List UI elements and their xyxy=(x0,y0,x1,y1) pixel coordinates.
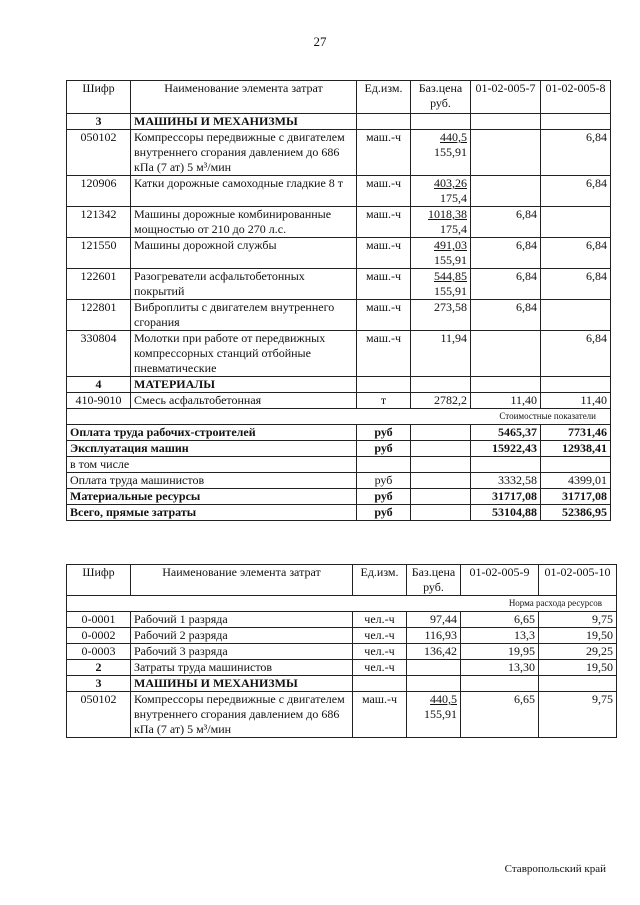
total-value-2: 7731,46 xyxy=(541,425,611,441)
total-label: Оплата труда машинистов xyxy=(67,473,357,489)
total-value-2 xyxy=(541,457,611,473)
section-title: МАТЕРИАЛЫ xyxy=(131,377,357,393)
resource-table-1 xyxy=(66,80,611,521)
row-code: 050102 xyxy=(67,130,131,176)
row-name: Разогреватели асфальтобетонных покрытий xyxy=(131,269,357,300)
row-unit: чел.-ч xyxy=(353,644,407,660)
row-code: 121550 xyxy=(67,238,131,269)
row-value-1: 13,30 xyxy=(461,660,539,676)
drivers-row xyxy=(67,660,617,676)
header-price: Баз.цена руб. xyxy=(411,81,471,114)
row-value-1: 19,95 xyxy=(461,644,539,660)
material-row xyxy=(67,393,611,409)
row-price-secondary: 155,91 xyxy=(434,284,467,298)
row-value-1: 6,84 xyxy=(471,269,541,300)
row-code: 122601 xyxy=(67,269,131,300)
row-name: Рабочий 3 разряда xyxy=(131,644,353,660)
row-code: 0-0003 xyxy=(67,644,131,660)
caption-row xyxy=(67,409,611,425)
total-empty xyxy=(411,457,471,473)
row-value-2: 19,50 xyxy=(539,628,617,644)
total-row xyxy=(67,425,611,441)
row-price: 116,93 xyxy=(407,628,461,644)
worker-row xyxy=(67,644,617,660)
section-title: МАШИНЫ И МЕХАНИЗМЫ xyxy=(131,676,353,692)
row-unit: чел.-ч xyxy=(353,612,407,628)
total-empty xyxy=(411,505,471,521)
row-value-2: 6,84 xyxy=(541,269,611,300)
row-name: Катки дорожные самоходные гладкие 8 т xyxy=(131,176,357,207)
row-value-1: 6,84 xyxy=(471,238,541,269)
total-row xyxy=(67,489,611,505)
row-name: Затраты труда машинистов xyxy=(131,660,353,676)
header-col1: 01-02-005-7 xyxy=(471,81,541,114)
section-title: МАШИНЫ И МЕХАНИЗМЫ xyxy=(131,114,357,130)
row-price-cell xyxy=(411,176,471,207)
header-name: Наименование элемента затрат xyxy=(131,565,353,596)
row-value-2: 6,84 xyxy=(541,130,611,176)
row-code: 0-0002 xyxy=(67,628,131,644)
row-name: Компрессоры передвижные с двигателем внутреннего сгорания давлением до 686 кПа (7 ат) 5 м³/мин xyxy=(131,130,357,176)
total-value-1 xyxy=(471,457,541,473)
header-name: Наименование элемента затрат xyxy=(131,81,357,114)
row-name: Рабочий 2 разряда xyxy=(131,628,353,644)
total-row xyxy=(67,457,611,473)
row-unit: чел.-ч xyxy=(353,660,407,676)
row-price-secondary: 175,4 xyxy=(440,191,467,205)
resource-table-2 xyxy=(66,564,617,738)
row-price: 544,85 xyxy=(434,269,467,283)
row-value-2: 6,84 xyxy=(541,238,611,269)
row-price: 403,26 xyxy=(434,176,467,190)
caption-row xyxy=(67,596,617,612)
row-price: 273,58 xyxy=(434,300,467,314)
row-name: Машины дорожные комбинированные мощностью от 210 до 270 л.с. xyxy=(131,207,357,238)
row-price: 440,5 xyxy=(440,130,467,144)
total-value-2: 4399,01 xyxy=(541,473,611,489)
section-number: 4 xyxy=(67,377,131,393)
row-code: 120906 xyxy=(67,176,131,207)
section-row xyxy=(67,676,617,692)
machine-row xyxy=(67,300,611,331)
row-value-1: 13,3 xyxy=(461,628,539,644)
row-unit: маш.-ч xyxy=(353,692,407,738)
worker-rows xyxy=(67,612,617,660)
row-price-secondary: 155,91 xyxy=(434,145,467,159)
row-value-2: 6,84 xyxy=(541,176,611,207)
header-unit: Ед.изм. xyxy=(357,81,411,114)
total-empty xyxy=(411,425,471,441)
row-price-cell xyxy=(411,130,471,176)
row-value-2: 9,75 xyxy=(539,612,617,628)
total-row xyxy=(67,441,611,457)
row-unit: т xyxy=(357,393,411,409)
table-header xyxy=(67,565,617,596)
norm-caption: Норма расхода ресурсов xyxy=(67,596,617,612)
section-row xyxy=(67,377,611,393)
cost-caption: Стоимостные показатели xyxy=(67,409,611,425)
row-code: 2 xyxy=(67,660,131,676)
row-unit: маш.-ч xyxy=(357,238,411,269)
row-unit: чел.-ч xyxy=(353,628,407,644)
machine-rows xyxy=(67,130,611,377)
row-price-cell xyxy=(411,269,471,300)
total-row xyxy=(67,473,611,489)
row-unit: маш.-ч xyxy=(357,207,411,238)
page-number: 27 xyxy=(313,34,327,49)
total-label: Материальные ресурсы xyxy=(67,489,357,505)
machine-row xyxy=(67,269,611,300)
row-name: Рабочий 1 разряда xyxy=(131,612,353,628)
row-name: Компрессоры передвижные с двигателем внутреннего сгорания давлением до 686 кПа (7 ат) 5 м³/мин xyxy=(131,692,353,738)
row-price-secondary: 155,91 xyxy=(434,253,467,267)
row-unit: маш.-ч xyxy=(357,269,411,300)
total-unit: руб xyxy=(357,425,411,441)
row-price-cell xyxy=(411,207,471,238)
row-name: Молотки при работе от передвижных компрессорных станций отбойные пневматические xyxy=(131,331,357,377)
row-name: Виброплиты с двигателем внутреннего сгорания xyxy=(131,300,357,331)
total-label: Эксплуатация машин xyxy=(67,441,357,457)
row-unit: маш.-ч xyxy=(357,300,411,331)
row-code: 330804 xyxy=(67,331,131,377)
row-value-2: 6,84 xyxy=(541,331,611,377)
row-value-2: 11,40 xyxy=(541,393,611,409)
row-price: 11,94 xyxy=(440,331,467,345)
row-price-secondary: 175,4 xyxy=(440,222,467,236)
row-value-1 xyxy=(471,176,541,207)
row-value-2: 9,75 xyxy=(539,692,617,738)
row-code: 121342 xyxy=(67,207,131,238)
total-unit: руб xyxy=(357,489,411,505)
machine-row xyxy=(67,176,611,207)
row-price: 136,42 xyxy=(407,644,461,660)
total-value-2: 12938,41 xyxy=(541,441,611,457)
total-row xyxy=(67,505,611,521)
total-empty xyxy=(411,473,471,489)
row-unit: маш.-ч xyxy=(357,176,411,207)
total-label: Оплата труда рабочих-строителей xyxy=(67,425,357,441)
total-empty xyxy=(411,441,471,457)
row-code: 0-0001 xyxy=(67,612,131,628)
row-unit: маш.-ч xyxy=(357,331,411,377)
totals-rows xyxy=(67,425,611,521)
section-number: 3 xyxy=(67,676,131,692)
row-price: 97,44 xyxy=(407,612,461,628)
row-code: 410-9010 xyxy=(67,393,131,409)
worker-row xyxy=(67,612,617,628)
header-col1: 01-02-005-9 xyxy=(461,565,539,596)
header-unit: Ед.изм. xyxy=(353,565,407,596)
row-code: 050102 xyxy=(67,692,131,738)
row-price: 1018,38 xyxy=(428,207,467,221)
row-unit: маш.-ч xyxy=(357,130,411,176)
row-value-1: 6,84 xyxy=(471,300,541,331)
row-value-1 xyxy=(471,331,541,377)
header-code: Шифр xyxy=(67,81,131,114)
machine-row xyxy=(67,692,617,738)
total-value-1: 15922,43 xyxy=(471,441,541,457)
row-value-1 xyxy=(471,130,541,176)
row-value-2: 19,50 xyxy=(539,660,617,676)
table-header xyxy=(67,81,611,114)
row-price-cell xyxy=(411,331,471,377)
row-name: Машины дорожной службы xyxy=(131,238,357,269)
section-number: 3 xyxy=(67,114,131,130)
header-price: Баз.цена руб. xyxy=(407,565,461,596)
total-unit: руб xyxy=(357,473,411,489)
total-empty xyxy=(411,489,471,505)
row-value-1: 6,65 xyxy=(461,612,539,628)
machine-row xyxy=(67,238,611,269)
row-value-2 xyxy=(541,207,611,238)
row-value-1: 11,40 xyxy=(471,393,541,409)
row-price: 2782,2 xyxy=(411,393,471,409)
row-price-cell xyxy=(411,238,471,269)
total-label: Всего, прямые затраты xyxy=(67,505,357,521)
row-price-secondary: 155,91 xyxy=(424,707,457,721)
total-unit: руб xyxy=(357,441,411,457)
total-value-1: 5465,37 xyxy=(471,425,541,441)
machine-row xyxy=(67,207,611,238)
total-value-1: 3332,58 xyxy=(471,473,541,489)
row-price: 440,5 xyxy=(430,692,457,706)
row-name: Смесь асфальтобетонная xyxy=(131,393,357,409)
header-col2: 01-02-005-8 xyxy=(541,81,611,114)
total-value-2: 31717,08 xyxy=(541,489,611,505)
worker-row xyxy=(67,628,617,644)
region-footer: Ставропольский край xyxy=(504,863,606,875)
header-col2: 01-02-005-10 xyxy=(539,565,617,596)
total-label: в том числе xyxy=(67,457,357,473)
row-price-cell xyxy=(411,300,471,331)
row-value-1: 6,84 xyxy=(471,207,541,238)
machine-row xyxy=(67,130,611,176)
machine-row xyxy=(67,331,611,377)
row-value-2: 29,25 xyxy=(539,644,617,660)
section-row xyxy=(67,114,611,130)
total-value-1: 53104,88 xyxy=(471,505,541,521)
row-value-2 xyxy=(541,300,611,331)
total-value-2: 52386,95 xyxy=(541,505,611,521)
row-price: 491,03 xyxy=(434,238,467,252)
total-unit xyxy=(357,457,411,473)
row-value-1: 6,65 xyxy=(461,692,539,738)
row-code: 122801 xyxy=(67,300,131,331)
total-value-1: 31717,08 xyxy=(471,489,541,505)
total-unit: руб xyxy=(357,505,411,521)
header-code: Шифр xyxy=(67,565,131,596)
